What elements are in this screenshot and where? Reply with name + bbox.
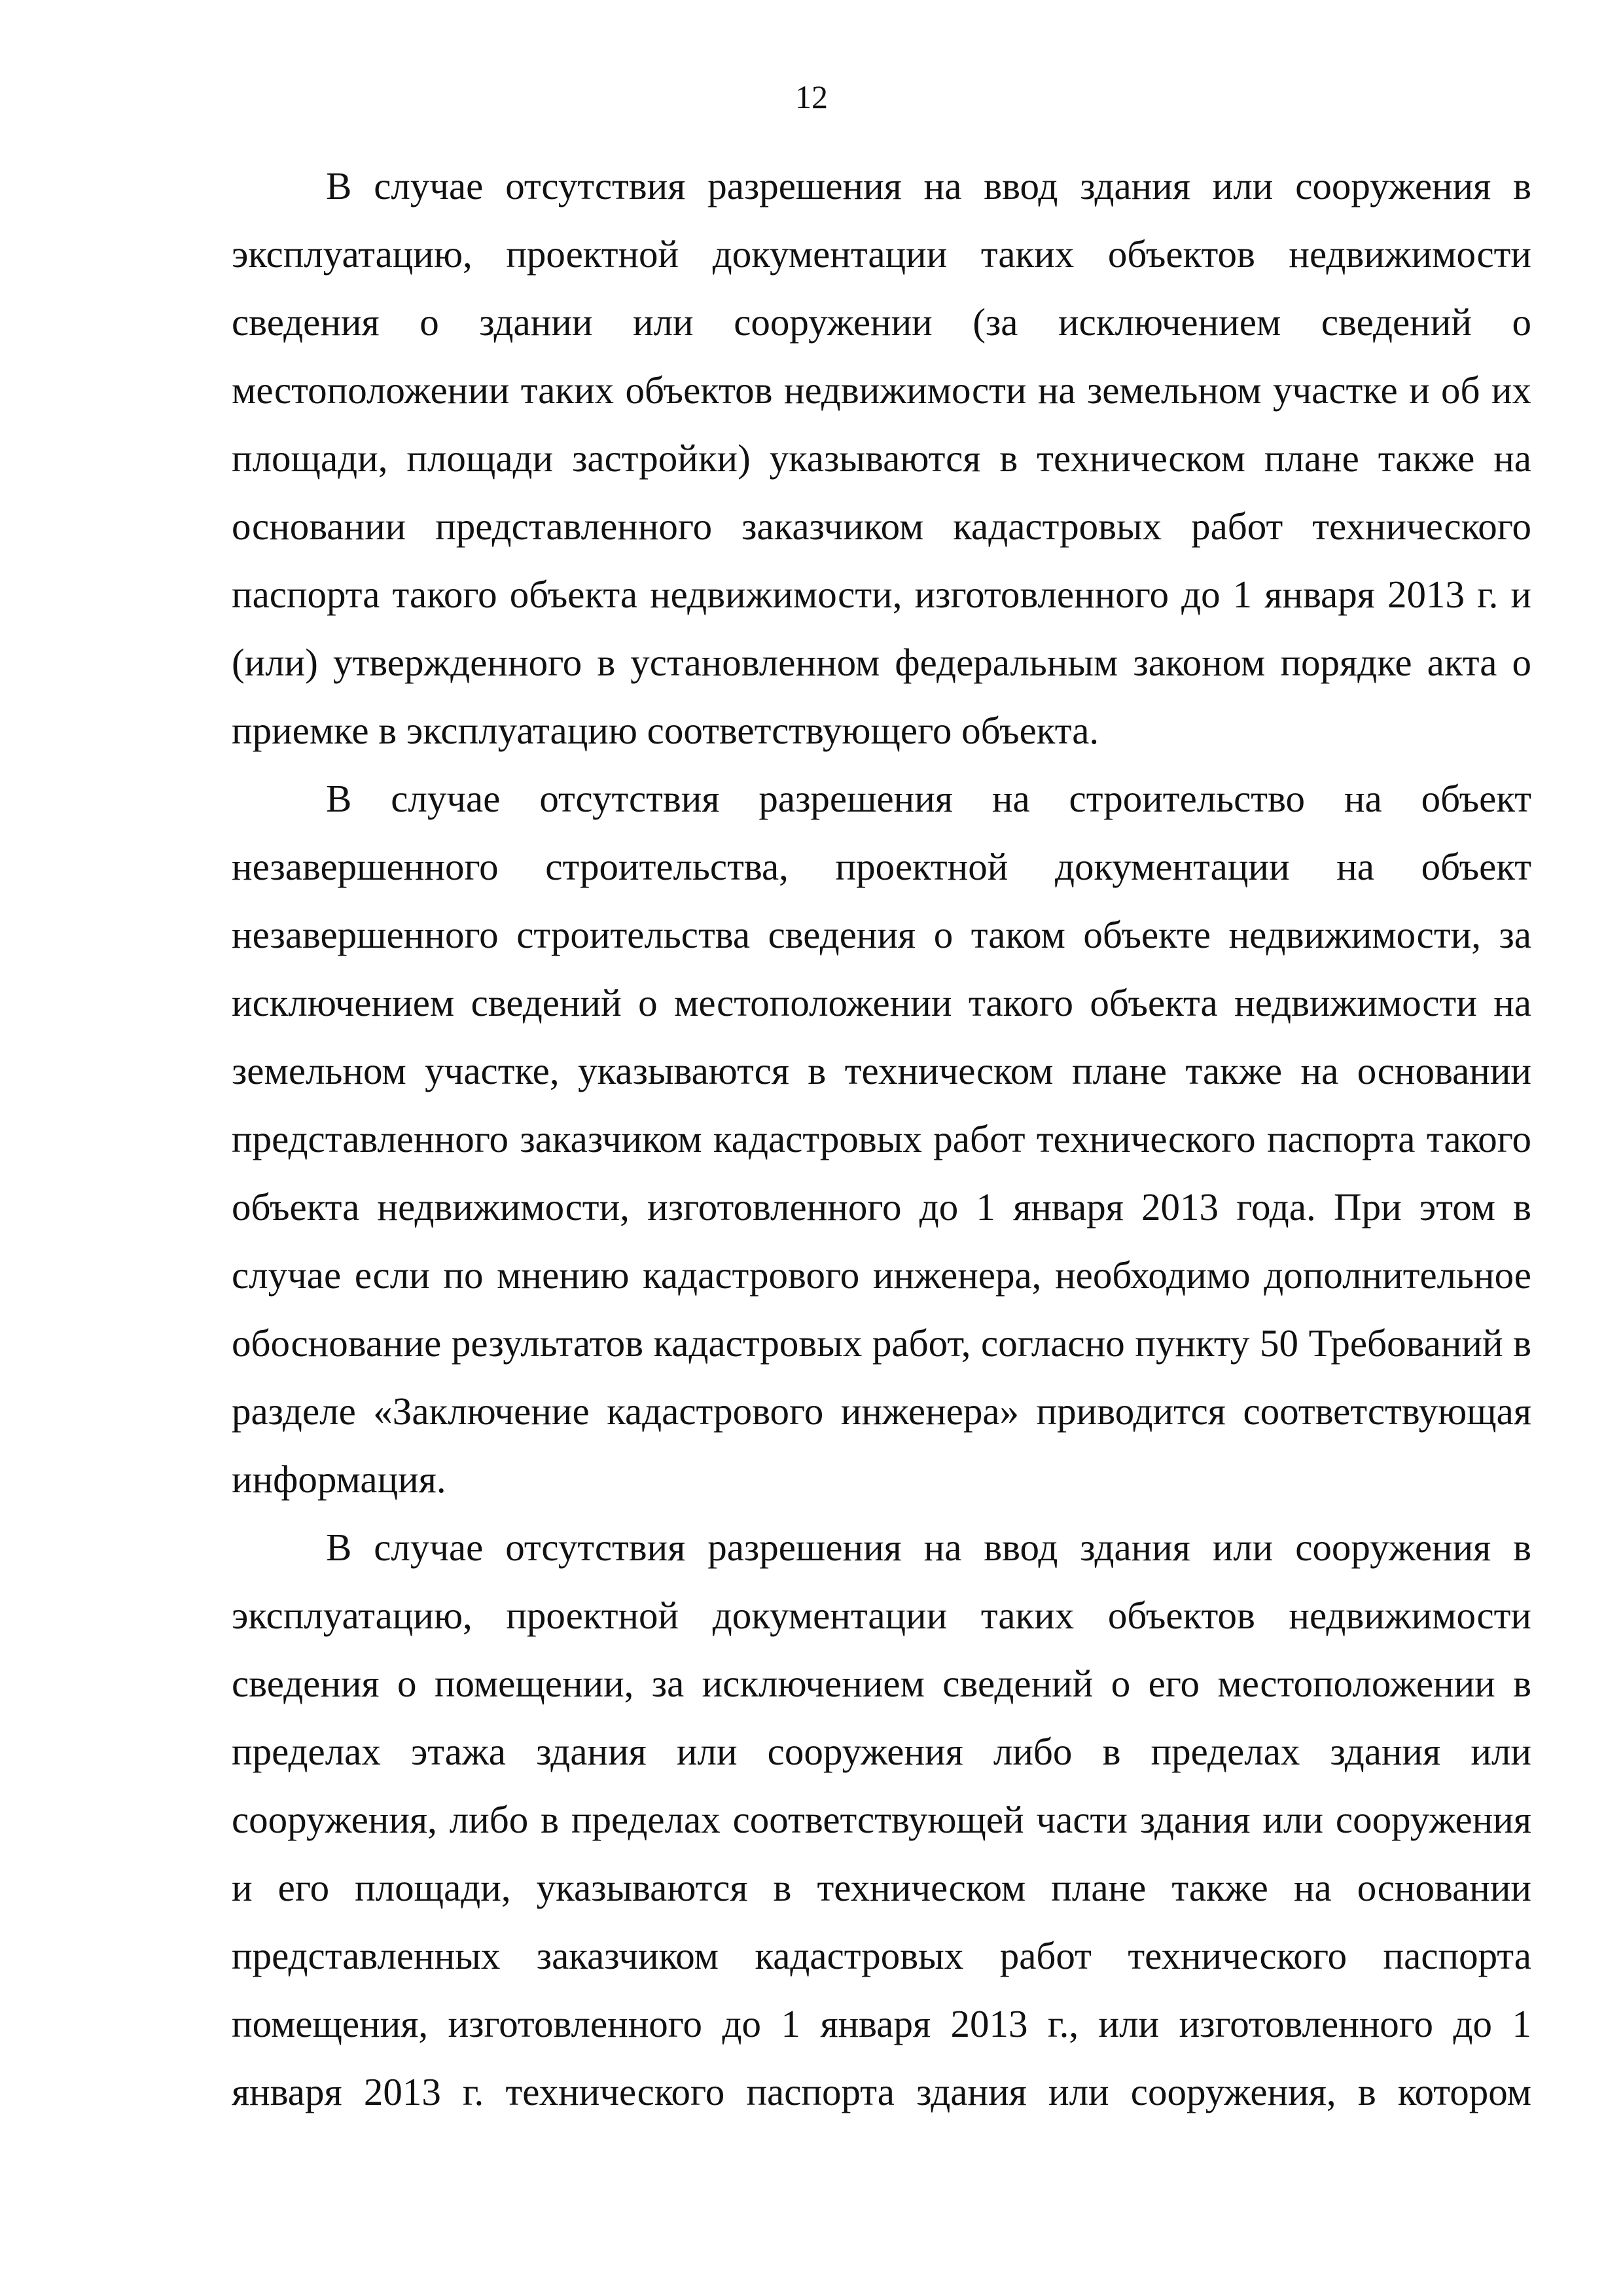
paragraph-building-commissioning: В случае отсутствия разрешения на ввод здания или сооружения в эксплуатацию, проектной документации таких объектов недвижимости сведения о здании или сооружении (за исключением сведений о местоположении таких объектов недвижимости на земельном участке и об их площади, площади застройки) указываются в техническом плане также на основании представленного заказчиком кадастровых работ технического паспорта такого объекта недвижимости, изготовленного до 1 января 2013 г. и (или) утвержденного в установленном федеральным законом порядке акта о приемке в эксплуатацию соответствующего объекта. (232, 164, 1531, 752)
document-body (232, 152, 1531, 2126)
page-number: 12 (795, 79, 828, 115)
paragraph-premises: В случае отсутствия разрешения на ввод здания или сооружения в эксплуатацию, проектной документации таких объектов недвижимости сведения о помещении, за исключением сведений о его местоположении в пределах этажа здания или сооружения либо в пределах здания или сооружения, либо в пределах соответствующей части здания или сооружения и его площади, указываются в техническом плане также на основании представленных заказчиком кадастровых работ технического паспорта помещения, изготовленного до 1 января 2013 г., или изготовленного до 1 января 2013 г. технического паспорта здания или сооружения, в котором (232, 1526, 1531, 2113)
paragraph-unfinished-construction: В случае отсутствия разрешения на строительство на объект незавершенного строительства, проектной документации на объект незавершенного строительства сведения о таком объекте недвижимости, за исключением сведений о местоположении такого объекта недвижимости на земельном участке, указываются в техническом плане также на основании представленного заказчиком кадастровых работ технического паспорта такого объекта недвижимости, изготовленного до 1 января 2013 года. При этом в случае если по мнению кадастрового инженера, необходимо дополнительное обоснование результатов кадастровых работ, согласно пункту 50 Требований в разделе «Заключение кадастрового инженера» приводится соответствующая информация. (232, 777, 1531, 1501)
